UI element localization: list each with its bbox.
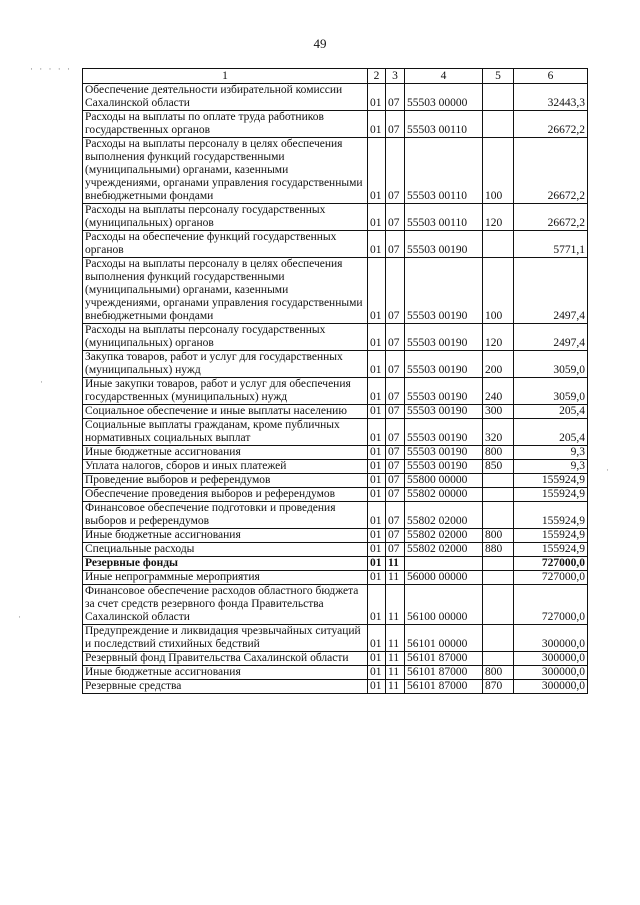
row-name-cell: Социальные выплаты гражданам, кроме публичных нормативных социальных выплат (83, 419, 368, 446)
row-expense-type-cell: 320 (483, 419, 514, 446)
row-target-article-cell: 55503 00110 (405, 204, 483, 231)
budget-table-body (83, 84, 588, 694)
row-subsection-cell: 07 (386, 502, 405, 529)
row-amount-cell: 300000,0 (514, 625, 588, 652)
table-row (83, 405, 588, 419)
row-name-cell: Резервный фонд Правительства Сахалинской области (83, 652, 368, 666)
row-section-cell: 01 (368, 529, 386, 543)
row-target-article-cell: 55802 00000 (405, 488, 483, 502)
row-amount-cell: 300000,0 (514, 680, 588, 694)
row-section-cell: 01 (368, 652, 386, 666)
table-row (83, 529, 588, 543)
row-amount-cell: 300000,0 (514, 666, 588, 680)
header-col-3: 3 (386, 69, 405, 84)
row-section-cell: 01 (368, 84, 386, 111)
row-expense-type-cell (483, 502, 514, 529)
row-name-cell: Закупка товаров, работ и услуг для государственных (муниципальных) нужд (83, 351, 368, 378)
row-target-article-cell: 55503 00190 (405, 460, 483, 474)
row-name-cell: Проведение выборов и референдумов (83, 474, 368, 488)
row-target-article-cell: 55503 00190 (405, 419, 483, 446)
table-row (83, 419, 588, 446)
table-row (83, 474, 588, 488)
row-name-cell: Иные непрограммные мероприятия (83, 571, 368, 585)
row-subsection-cell: 07 (386, 378, 405, 405)
row-target-article-cell: 55503 00190 (405, 378, 483, 405)
row-section-cell: 01 (368, 502, 386, 529)
row-target-article-cell: 56101 87000 (405, 680, 483, 694)
row-expense-type-cell: 880 (483, 543, 514, 557)
row-subsection-cell: 07 (386, 543, 405, 557)
row-subsection-cell: 07 (386, 258, 405, 324)
row-subsection-cell: 11 (386, 571, 405, 585)
row-target-article-cell: 55802 02000 (405, 543, 483, 557)
row-subsection-cell: 07 (386, 488, 405, 502)
table-row (83, 378, 588, 405)
row-section-cell: 01 (368, 111, 386, 138)
row-expense-type-cell (483, 111, 514, 138)
table-row (83, 488, 588, 502)
row-section-cell: 01 (368, 666, 386, 680)
row-name-cell: Уплата налогов, сборов и иных платежей (83, 460, 368, 474)
row-name-cell: Расходы на выплаты персоналу в целях обеспечения выполнения функций государственными (муниципальными) органами, казенными учреждениями, органами управления государственными внебюджетными фондами (83, 258, 368, 324)
row-section-cell: 01 (368, 405, 386, 419)
header-col-1: 1 (83, 69, 368, 84)
row-section-cell: 01 (368, 474, 386, 488)
row-expense-type-cell: 200 (483, 351, 514, 378)
table-row (83, 324, 588, 351)
row-amount-cell: 2497,4 (514, 258, 588, 324)
row-amount-cell: 727000,0 (514, 571, 588, 585)
row-expense-type-cell (483, 474, 514, 488)
row-subsection-cell: 07 (386, 405, 405, 419)
row-target-article-cell: 55503 00110 (405, 138, 483, 204)
row-amount-cell: 727000,0 (514, 585, 588, 625)
table-row (83, 652, 588, 666)
row-amount-cell: 155924,9 (514, 529, 588, 543)
row-name-cell: Предупреждение и ликвидация чрезвычайных ситуаций и последствий стихийных бедствий (83, 625, 368, 652)
row-name-cell: Иные закупки товаров, работ и услуг для обеспечения государственных (муниципальных) нужд (83, 378, 368, 405)
row-amount-cell: 2497,4 (514, 324, 588, 351)
row-target-article-cell: 55503 00190 (405, 446, 483, 460)
row-section-cell: 01 (368, 419, 386, 446)
row-amount-cell: 155924,9 (514, 543, 588, 557)
row-name-cell: Расходы на выплаты персоналу государственных (муниципальных) органов (83, 324, 368, 351)
row-section-cell: 01 (368, 460, 386, 474)
row-amount-cell: 9,3 (514, 460, 588, 474)
row-subsection-cell: 07 (386, 111, 405, 138)
row-name-cell: Обеспечение проведения выборов и референдумов (83, 488, 368, 502)
row-target-article-cell: 55503 00190 (405, 258, 483, 324)
row-expense-type-cell (483, 652, 514, 666)
row-expense-type-cell: 100 (483, 138, 514, 204)
table-row (83, 571, 588, 585)
row-expense-type-cell (483, 488, 514, 502)
row-amount-cell: 26672,2 (514, 138, 588, 204)
row-expense-type-cell: 850 (483, 460, 514, 474)
row-subsection-cell: 11 (386, 652, 405, 666)
table-row (83, 460, 588, 474)
row-subsection-cell: 11 (386, 666, 405, 680)
row-expense-type-cell (483, 625, 514, 652)
row-section-cell: 01 (368, 258, 386, 324)
table-row (83, 258, 588, 324)
row-name-cell: Социальное обеспечение и иные выплаты населению (83, 405, 368, 419)
row-subsection-cell: 07 (386, 446, 405, 460)
row-subsection-cell: 07 (386, 138, 405, 204)
row-target-article-cell: 55503 00190 (405, 351, 483, 378)
row-expense-type-cell (483, 84, 514, 111)
scan-artifact-dot: · (40, 377, 43, 387)
table-row (83, 351, 588, 378)
row-subsection-cell: 07 (386, 84, 405, 111)
table-row (83, 666, 588, 680)
row-expense-type-cell (483, 585, 514, 625)
table-row (83, 543, 588, 557)
table-row (83, 231, 588, 258)
scan-artifact-dot: · (18, 612, 21, 622)
row-subsection-cell: 07 (386, 529, 405, 543)
row-expense-type-cell: 800 (483, 446, 514, 460)
row-subsection-cell: 11 (386, 680, 405, 694)
row-subsection-cell: 07 (386, 351, 405, 378)
table-row (83, 138, 588, 204)
table-row (83, 204, 588, 231)
row-amount-cell: 5771,1 (514, 231, 588, 258)
row-section-cell: 01 (368, 231, 386, 258)
row-target-article-cell: 55802 02000 (405, 529, 483, 543)
header-col-2: 2 (368, 69, 386, 84)
scan-artifact-dot: · (606, 465, 609, 475)
row-subsection-cell: 07 (386, 460, 405, 474)
row-name-cell: Финансовое обеспечение подготовки и проведения выборов и референдумов (83, 502, 368, 529)
row-name-cell: Расходы на выплаты персоналу в целях обеспечения выполнения функций государственными (муниципальными) органами, казенными учреждениями, органами управления государственными внебюджетными фондами (83, 138, 368, 204)
row-name-cell: Расходы на выплаты по оплате труда работников государственных органов (83, 111, 368, 138)
header-row (83, 69, 588, 84)
row-target-article-cell: 55503 00190 (405, 231, 483, 258)
row-expense-type-cell: 240 (483, 378, 514, 405)
row-name-cell: Расходы на обеспечение функций государственных органов (83, 231, 368, 258)
table-row (83, 111, 588, 138)
row-name-cell: Резервные фонды (83, 557, 368, 571)
row-target-article-cell: 55503 00190 (405, 324, 483, 351)
row-subsection-cell: 07 (386, 419, 405, 446)
row-expense-type-cell: 300 (483, 405, 514, 419)
row-target-article-cell (405, 557, 483, 571)
row-amount-cell: 32443,3 (514, 84, 588, 111)
row-amount-cell: 727000,0 (514, 557, 588, 571)
row-name-cell: Иные бюджетные ассигнования (83, 529, 368, 543)
row-subsection-cell: 11 (386, 625, 405, 652)
row-amount-cell: 155924,9 (514, 488, 588, 502)
budget-table (82, 68, 588, 694)
row-expense-type-cell: 100 (483, 258, 514, 324)
row-target-article-cell: 56100 00000 (405, 585, 483, 625)
row-name-cell: Финансовое обеспечение расходов областного бюджета за счет средств резервного фонда Правительства Сахалинской области (83, 585, 368, 625)
row-amount-cell: 3059,0 (514, 378, 588, 405)
row-amount-cell: 205,4 (514, 405, 588, 419)
table-row (83, 84, 588, 111)
row-name-cell: Иные бюджетные ассигнования (83, 666, 368, 680)
header-col-6: 6 (514, 69, 588, 84)
table-row (83, 557, 588, 571)
row-expense-type-cell: 800 (483, 529, 514, 543)
row-amount-cell: 205,4 (514, 419, 588, 446)
row-expense-type-cell (483, 231, 514, 258)
row-section-cell: 01 (368, 625, 386, 652)
row-target-article-cell: 55802 02000 (405, 502, 483, 529)
row-section-cell: 01 (368, 378, 386, 405)
row-target-article-cell: 55503 00000 (405, 84, 483, 111)
scan-artifact-dots: · · · · · (30, 64, 72, 74)
row-name-cell: Обеспечение деятельности избирательной комиссии Сахалинской области (83, 84, 368, 111)
row-amount-cell: 155924,9 (514, 502, 588, 529)
row-name-cell: Расходы на выплаты персоналу государственных (муниципальных) органов (83, 204, 368, 231)
row-expense-type-cell: 120 (483, 204, 514, 231)
row-subsection-cell: 07 (386, 231, 405, 258)
row-section-cell: 01 (368, 351, 386, 378)
header-col-4: 4 (405, 69, 483, 84)
row-section-cell: 01 (368, 204, 386, 231)
row-section-cell: 01 (368, 543, 386, 557)
row-section-cell: 01 (368, 324, 386, 351)
row-target-article-cell: 56101 87000 (405, 666, 483, 680)
row-section-cell: 01 (368, 585, 386, 625)
row-subsection-cell: 11 (386, 557, 405, 571)
row-amount-cell: 155924,9 (514, 474, 588, 488)
row-expense-type-cell (483, 571, 514, 585)
row-section-cell: 01 (368, 680, 386, 694)
row-subsection-cell: 07 (386, 474, 405, 488)
table-row (83, 625, 588, 652)
row-subsection-cell: 11 (386, 585, 405, 625)
row-amount-cell: 3059,0 (514, 351, 588, 378)
row-subsection-cell: 07 (386, 324, 405, 351)
row-target-article-cell: 56101 87000 (405, 652, 483, 666)
table-row (83, 502, 588, 529)
row-subsection-cell: 07 (386, 204, 405, 231)
row-amount-cell: 26672,2 (514, 204, 588, 231)
row-amount-cell: 9,3 (514, 446, 588, 460)
row-target-article-cell: 56101 00000 (405, 625, 483, 652)
row-section-cell: 01 (368, 488, 386, 502)
row-expense-type-cell: 800 (483, 666, 514, 680)
row-target-article-cell: 55503 00190 (405, 405, 483, 419)
row-target-article-cell: 55503 00110 (405, 111, 483, 138)
row-name-cell: Резервные средства (83, 680, 368, 694)
row-section-cell: 01 (368, 138, 386, 204)
row-section-cell: 01 (368, 446, 386, 460)
table-row (83, 585, 588, 625)
row-target-article-cell: 56000 00000 (405, 571, 483, 585)
row-expense-type-cell: 120 (483, 324, 514, 351)
page-number: 49 (313, 36, 327, 51)
row-expense-type-cell (483, 557, 514, 571)
row-section-cell: 01 (368, 557, 386, 571)
row-amount-cell: 300000,0 (514, 652, 588, 666)
row-target-article-cell: 55800 00000 (405, 474, 483, 488)
header-col-5: 5 (483, 69, 514, 84)
row-amount-cell: 26672,2 (514, 111, 588, 138)
row-name-cell: Иные бюджетные ассигнования (83, 446, 368, 460)
table-row (83, 446, 588, 460)
table-row (83, 680, 588, 694)
row-section-cell: 01 (368, 571, 386, 585)
row-name-cell: Специальные расходы (83, 543, 368, 557)
row-expense-type-cell: 870 (483, 680, 514, 694)
